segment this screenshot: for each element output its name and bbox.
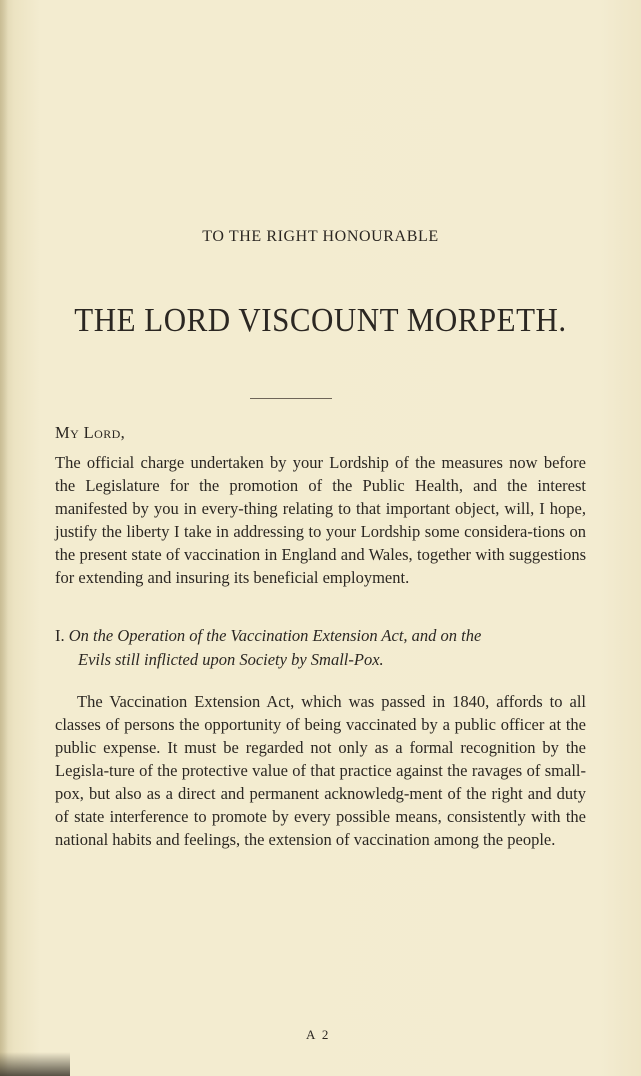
page-edge-shadow: [0, 1052, 70, 1076]
section-number: I.: [55, 626, 65, 645]
signature-mark: A 2: [306, 1027, 331, 1042]
section-divider-rule: [250, 398, 332, 399]
dedicatee-name: THE LORD VISCOUNT MORPETH.: [74, 300, 567, 339]
section-heading-line1: On the Operation of the Vaccination Extension Act, and on the: [68, 626, 482, 645]
spine-shadow: [0, 0, 8, 1076]
salutation-text: My Lord,: [55, 423, 126, 442]
letter-salutation: [55, 423, 125, 443]
letter-paragraph-2: The Vaccination Extension Act, which was passed in 1840, affords to all classes of persons the opportunity of being vaccinated by a public officer at the public expense. It must be regarded not only as a formal recognition by the Legisla-ture of the protective value of that practice against the ravages of small-pox, but also as a direct and permanent acknowledg-ment of the right and duty of state interference to promote by every possible means, consistently with the national habits and feelings, the extension of vaccination among the people.: [55, 692, 586, 849]
dedication-to-line: TO THE RIGHT HONOURABLE: [202, 228, 439, 245]
section-heading: [55, 624, 586, 672]
letter-paragraph-1: The official charge undertaken by your Lordship of the measures now before the Legislature for the promotion of the Public Health, and the interest manifested by you in every-thing relating to that important object, will, I hope, justify the liberty I take in addressing to your Lordship some considera-tions on the present state of vaccination in England and Wales, together with suggestions for extending and insuring its beneficial employment.: [55, 453, 586, 587]
section-heading-line2: Evils still inflicted upon Society by Small-Pox.: [78, 650, 384, 669]
